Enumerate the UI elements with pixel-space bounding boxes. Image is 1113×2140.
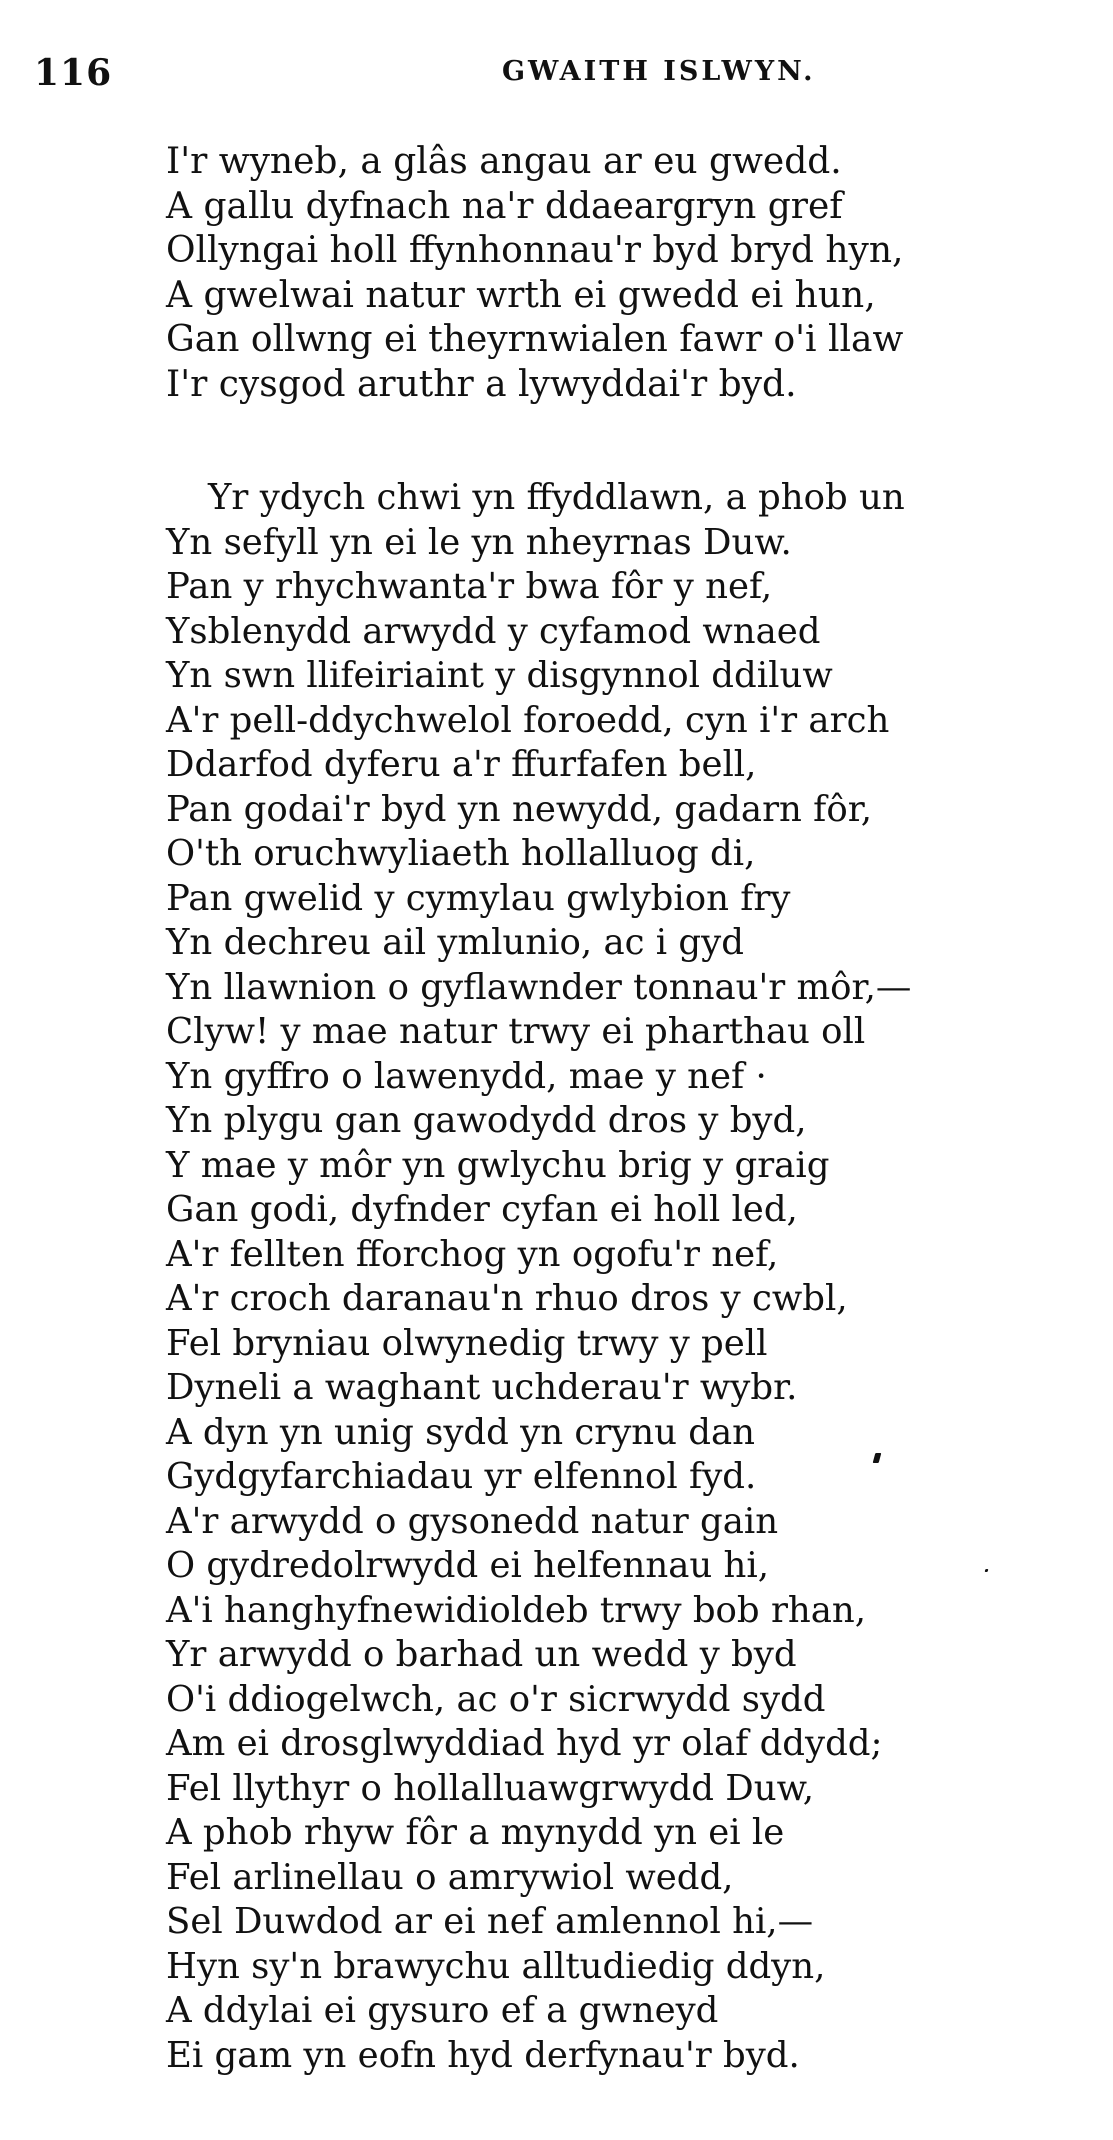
verse-line: A'r croch daranau'n rhuo dros y cwbl, — [166, 1278, 848, 1319]
verse-line: Yn sefyll yn ei le yn nheyrnas Duw. — [166, 521, 792, 563]
verse-line: A phob rhyw fôr a mynydd yn ei le — [166, 1812, 785, 1853]
verse-line: Fel llythyr o hollalluawgrwydd Duw, — [166, 1767, 815, 1809]
verse-line: A dyn yn unig sydd yn crynu dan — [166, 1411, 756, 1453]
verse-line: A gwelwai natur wrth ei gwedd ei hun, — [166, 274, 876, 316]
verse-line: Am ei drosglwyddiad hyd yr olaf ddydd; — [166, 1723, 883, 1764]
verse-line: Yr arwydd o barhad un wedd y byd — [166, 1634, 797, 1675]
verse-line: Ei gam yn eofn hyd derfynau'r byd. — [166, 2034, 800, 2076]
verse-line: Dyneli a waghant uchderau'r wybr. — [166, 1367, 798, 1408]
verse-line: O gydredolrwydd ei helfennau hi, — [166, 1545, 770, 1586]
verse-line: Ysblenydd arwydd y cyfamod wnaed — [166, 610, 821, 652]
verse-line: Gan ollwng ei theyrnwialen fawr o'i llaw — [166, 319, 904, 360]
verse-line: Yn plygu gan gawodydd dros y byd, — [166, 1100, 807, 1141]
verse-line: Fel bryniau olwynedig trwy y pell — [166, 1322, 768, 1364]
verse-line: Yn llawnion o gyflawnder tonnau'r môr,— — [166, 966, 912, 1008]
verse-line: O'th oruchwyliaeth hollalluog di, — [166, 833, 756, 874]
verse-line: A'i hanghyfnewidioldeb trwy bob rhan, — [166, 1589, 867, 1631]
verse-line: Pan y rhychwanta'r bwa fôr y nef, — [166, 566, 773, 607]
verse-line: I'r wyneb, a glâs angau ar eu gwedd. — [166, 141, 842, 182]
verse-line: I'r cysgod aruthr a lywyddai'r byd. — [166, 363, 797, 405]
verse-line: A'r arwydd o gysonedd natur gain — [166, 1500, 779, 1542]
verse-line: Gan godi, dyfnder cyfan ei holl led, — [166, 1189, 798, 1230]
verse-line: A'r pell-ddychwelol foroedd, cyn i'r arch — [166, 699, 890, 741]
stanza-1 — [166, 140, 904, 407]
verse-line: Sel Duwdod ar ei nef amlennol hi,— — [166, 1901, 814, 1942]
verse-line: Yn dechreu ail ymlunio, ac i gyd — [166, 922, 744, 963]
verse-line: Pan gwelid y cymylau gwlybion fry — [166, 877, 791, 919]
verse-line: A ddylai ei gysuro ef a gwneyd — [166, 1990, 719, 2031]
ink-speck — [985, 1569, 989, 1572]
verse-line: Hyn sy'n brawychu alltudiedig ddyn, — [166, 1945, 826, 1987]
verse-line: Y mae y môr yn gwlychu brig y graig — [166, 1144, 830, 1186]
verse-line: Clyw! y mae natur trwy ei pharthau oll — [166, 1011, 866, 1052]
stanza-2 — [166, 476, 911, 2078]
verse-line: Yn swn llifeiriaint y disgynnol ddiluw — [166, 655, 833, 696]
verse-line-first: Yr ydych chwi yn ffyddlawn, a phob un — [208, 477, 905, 518]
verse-line: A'r fellten fforchog yn ogofu'r nef, — [166, 1233, 779, 1275]
verse-line: Gydgyfarchiadau yr elfennol fyd. — [166, 1456, 757, 1497]
verse-line: Ddarfod dyferu a'r ffurfafen bell, — [166, 744, 757, 785]
verse-line: Pan godai'r byd yn newydd, gadarn fôr, — [166, 788, 873, 830]
page-number: 116 — [34, 52, 113, 94]
verse-line: Yn gyffro o lawenydd, mae y nef · — [166, 1055, 767, 1097]
running-head: GWAITH ISLWYN. — [502, 56, 816, 87]
verse-line: A gallu dyfnach na'r ddaeargryn gref — [166, 185, 843, 227]
verse-line: Fel arlinellau o amrywiol wedd, — [166, 1856, 734, 1898]
verse-line: O'i ddiogelwch, ac o'r sicrwydd sydd — [166, 1678, 826, 1720]
verse-line: Ollyngai holl ffynhonnau'r byd bryd hyn, — [166, 230, 904, 271]
